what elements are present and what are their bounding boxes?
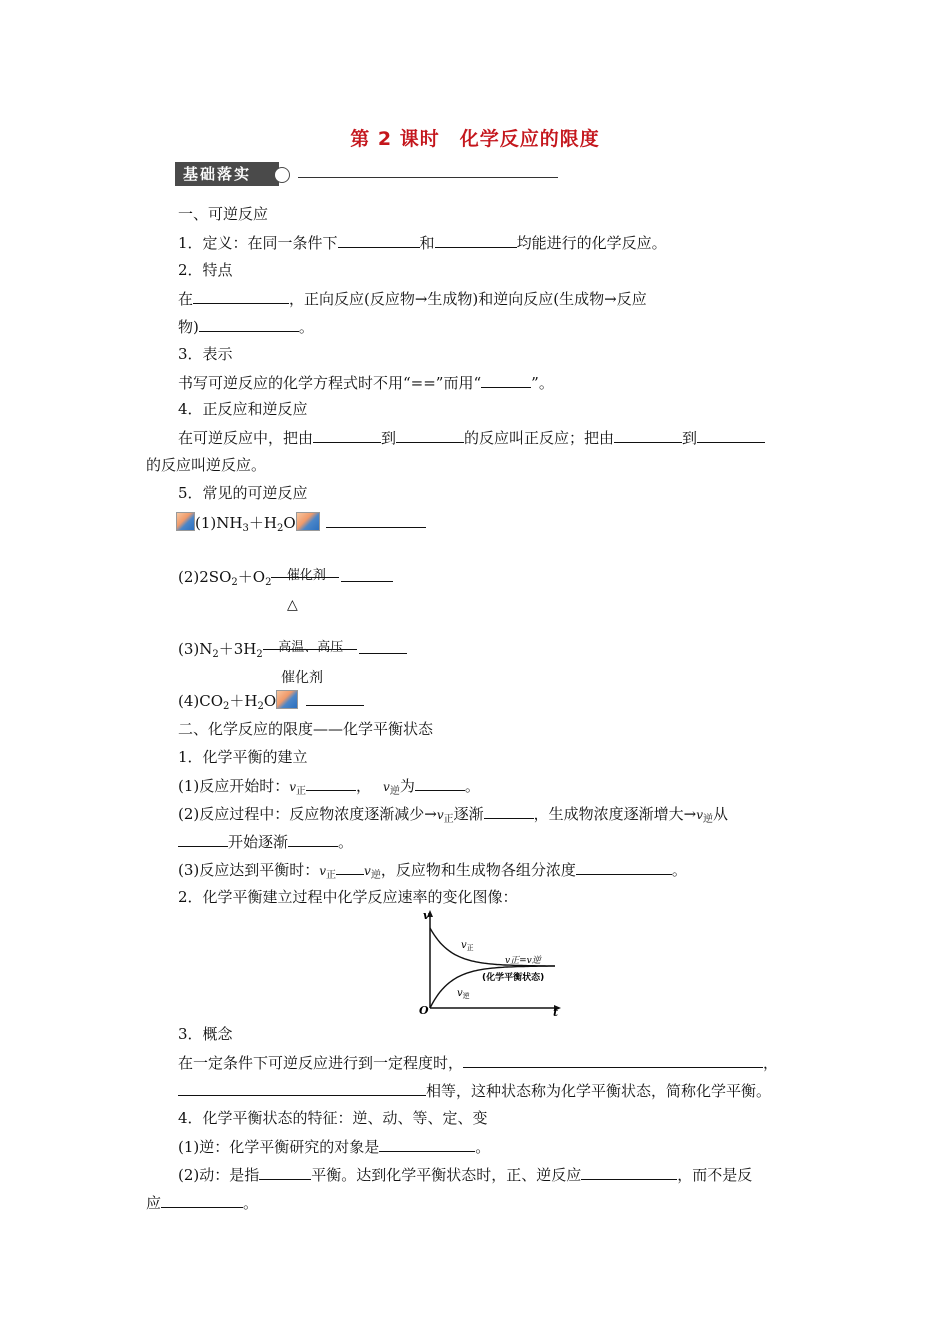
series-label-rev: $v_逆$ [457, 988, 470, 1000]
establish-line-2b: 开始逐渐 。 [178, 831, 353, 852]
answer-blank[interactable] [581, 1164, 677, 1180]
reaction-2-condition: △ [287, 597, 298, 613]
reaction-1: $(1)NH_3+H_2O$ [176, 512, 426, 539]
subheading: 4．化学平衡状态的特征：逆、动、等、定、变 [178, 1109, 488, 1127]
establish-line-1: (1)反应开始时：$v_正$ ， $v_逆$为 。 [178, 777, 480, 797]
characteristic-2: (2)动：是指 平衡。达到化学平衡状态时，正、逆反应 ，而不是反 [178, 1166, 753, 1184]
answer-blank[interactable] [193, 288, 289, 304]
y-axis-label: v [423, 909, 430, 922]
answer-blank[interactable] [614, 427, 682, 443]
concept-line: 在一定条件下可逆反应进行到一定程度时， ， [178, 1054, 779, 1072]
answer-blank[interactable] [463, 1052, 763, 1068]
answer-blank[interactable] [306, 775, 356, 791]
badge-divider [298, 177, 558, 178]
subheading: 2．特点 [178, 261, 233, 279]
answer-blank[interactable] [326, 512, 426, 528]
subheading: 1．化学平衡的建立 [178, 748, 308, 766]
reaction-4: $(4)CO_2+H_2O$ [178, 690, 364, 717]
series-label-fwd: $v_正$ [461, 940, 474, 952]
reversible-arrow-icon: 高温、高压 [263, 638, 359, 658]
subheading: 2．化学平衡建立过程中化学反应速率的变化图像： [178, 888, 518, 906]
feature-line-2: 物) 。 [178, 318, 314, 336]
reversible-arrow-icon: 催化剂 [271, 566, 341, 586]
answer-blank[interactable] [435, 232, 517, 248]
equilibrium-state-label: (化学平衡状态) [482, 973, 545, 983]
rate-chart [415, 908, 575, 1018]
answer-blank[interactable] [379, 1136, 475, 1152]
answer-blank[interactable] [576, 859, 672, 875]
section-heading: 二、化学反应的限度——化学平衡状态 [178, 720, 434, 738]
answer-blank[interactable] [338, 232, 420, 248]
establish-line-3: (3)反应达到平衡时：$v_正$ $v_逆$，反应物和生成物各组分浓度 。 [178, 861, 687, 881]
characteristic-1: (1)逆：化学平衡研究的对象是 。 [178, 1138, 491, 1156]
answer-blank[interactable] [415, 775, 465, 791]
definition-line: 1．定义：在同一条件下 和 均能进行的化学反应。 [178, 234, 667, 252]
arrow-image-icon [296, 512, 320, 531]
answer-blank[interactable] [484, 803, 534, 819]
answer-blank[interactable] [161, 1192, 243, 1208]
section-badge: 基础落实 [175, 162, 279, 186]
subheading: 5．常见的可逆反应 [178, 484, 308, 502]
answer-blank[interactable] [341, 566, 393, 582]
origin-label: O [419, 1004, 429, 1017]
subheading: 3．表示 [178, 345, 233, 363]
answer-blank[interactable] [396, 427, 464, 443]
subheading: 4．正反应和逆反应 [178, 400, 308, 418]
section-heading: 一、可逆反应 [178, 205, 269, 223]
reaction-2: $(2)2SO_2+O_2$ 催化剂 [178, 566, 393, 593]
feature-line: 在 ，正向反应(反应物→生成物)和逆向反应(生成物→反应 [178, 290, 647, 308]
concept-line-2: 相等，这种状态称为化学平衡状态，简称化学平衡。 [178, 1080, 771, 1101]
x-axis-label: t [553, 1006, 559, 1018]
answer-blank[interactable] [481, 372, 531, 388]
answer-blank[interactable] [697, 427, 765, 443]
answer-blank[interactable] [199, 316, 299, 332]
representation-line: 书写可逆反应的化学方程式时不用“==”而用“ ”。 [178, 374, 554, 392]
forward-reverse-line-2: 的反应叫逆反应。 [146, 456, 267, 474]
equilibrium-label: v正=v逆 [505, 956, 541, 966]
answer-blank[interactable] [306, 690, 364, 706]
reaction-3-condition: 催化剂 [281, 670, 323, 686]
reaction-3: $(3)N_2+3H_2$ 高温、高压 [178, 638, 407, 665]
establish-line-2: (2)反应过程中：反应物浓度逐渐减少$\to v_正$逐渐 ，生成物浓度逐渐增大$\to v_逆$从 [178, 805, 728, 825]
answer-blank[interactable] [259, 1164, 311, 1180]
page-title: 第 2 课时 化学反应的限度 [350, 128, 600, 150]
answer-blank[interactable] [178, 831, 228, 847]
arrow-image-icon [276, 690, 298, 709]
characteristic-2b: 应 。 [146, 1194, 259, 1212]
badge-dot-icon [274, 167, 290, 183]
answer-blank[interactable] [288, 831, 338, 847]
answer-blank[interactable] [359, 638, 407, 654]
forward-reverse-line: 在可逆反应中，把由 到 的反应叫正反应；把由 到 [178, 427, 765, 448]
answer-blank[interactable] [336, 859, 364, 875]
answer-blank[interactable] [178, 1080, 426, 1096]
subheading: 3．概念 [178, 1025, 233, 1043]
answer-blank[interactable] [313, 427, 381, 443]
image-placeholder-icon [176, 512, 195, 531]
